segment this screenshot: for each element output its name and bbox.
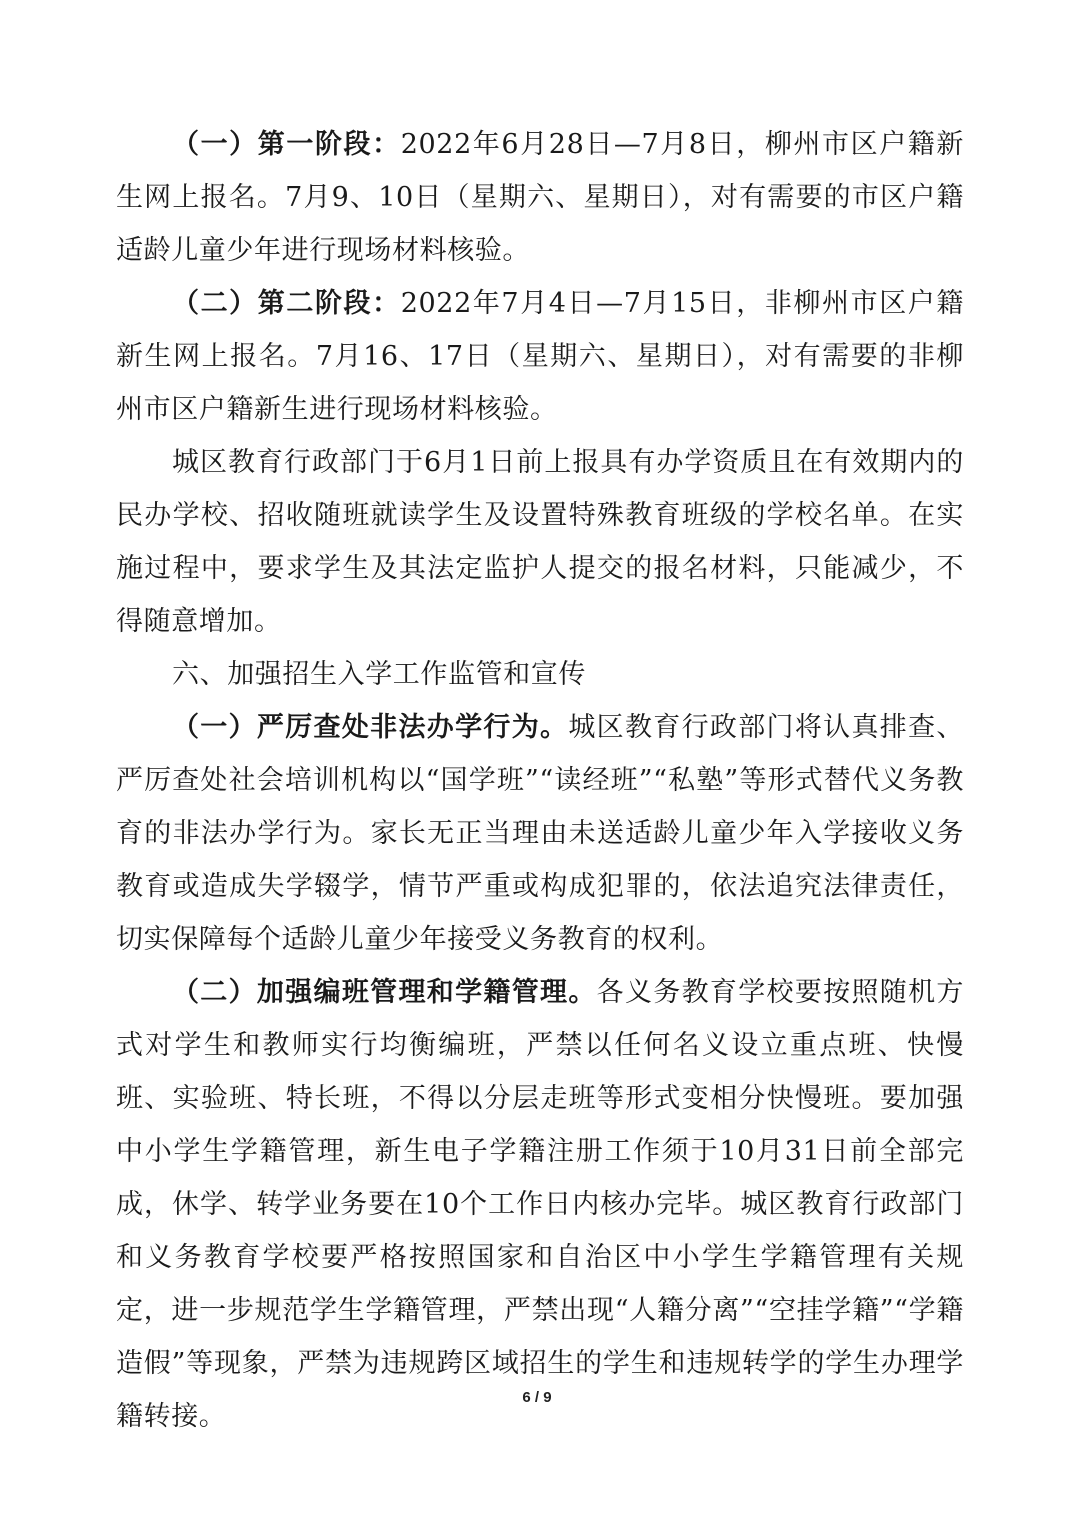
page-number: 6 / 9 (522, 1389, 552, 1406)
paragraph-school-list (116, 436, 964, 648)
paragraph-lead: （二）加强编班管理和学籍管理。 (172, 977, 597, 1008)
paragraph-class-management (116, 966, 964, 1443)
paragraph-text: 各义务教育学校要按照随机方式对学生和教师实行均衡编班，严禁以任何名义设立重点班、快慢班、实验班、特长班，不得以分层走班等形式变相分快慢班。要加强中小学生学籍管理，新生电子学籍注册工作须于10月31日前全部完成，休学、转学业务要在10个工作日内核办完毕。城区教育行政部门和义务教育学校要严格按照国家和自治区中小学生学籍管理有关规定，进一步规范学生学籍管理，严禁出现“人籍分离”“空挂学籍”“学籍造假”等现象，严禁为违规跨区域招生的学生和违规转学的学生办理学籍转接。 (116, 977, 964, 1432)
section-heading: 六、加强招生入学工作监管和宣传 (172, 659, 586, 690)
paragraph-stage-one (116, 118, 964, 277)
paragraph-lead: （一）第一阶段： (172, 129, 401, 160)
paragraph-text: 2022年6月28日—7月8日，柳州市区户籍新生网上报名。7月9、10日（星期六、星期日），对有需要的市区户籍适龄儿童少年进行现场材料核验。 (116, 129, 964, 266)
paragraph-lead: （一）严厉查处非法办学行为。 (172, 712, 569, 743)
paragraph-lead: （二）第二阶段： (172, 288, 401, 319)
paragraph-stage-two (116, 277, 964, 436)
paragraph-text: 2022年7月4日—7月15日，非柳州市区户籍新生网上报名。7月16、17日（星期六、星期日），对有需要的非柳州市区户籍新生进行现场材料核验。 (116, 288, 964, 425)
document-body (116, 118, 964, 1443)
paragraph-text: 城区教育行政部门于6月1日前上报具有办学资质且在有效期内的民办学校、招收随班就读学生及设置特殊教育班级的学校名单。在实施过程中，要求学生及其法定监护人提交的报名材料，只能减少，不得随意增加。 (116, 447, 964, 637)
paragraph-illegal-schooling (116, 701, 964, 966)
paragraph-text: 城区教育行政部门将认真排查、严厉查处社会培训机构以“国学班”“读经班”“私塾”等形式替代义务教育的非法办学行为。家长无正当理由未送适龄儿童少年入学接收义务教育或造成失学辍学，情节严重或构成犯罪的，依法追究法律责任，切实保障每个适龄儿童少年接受义务教育的权利。 (116, 712, 964, 955)
